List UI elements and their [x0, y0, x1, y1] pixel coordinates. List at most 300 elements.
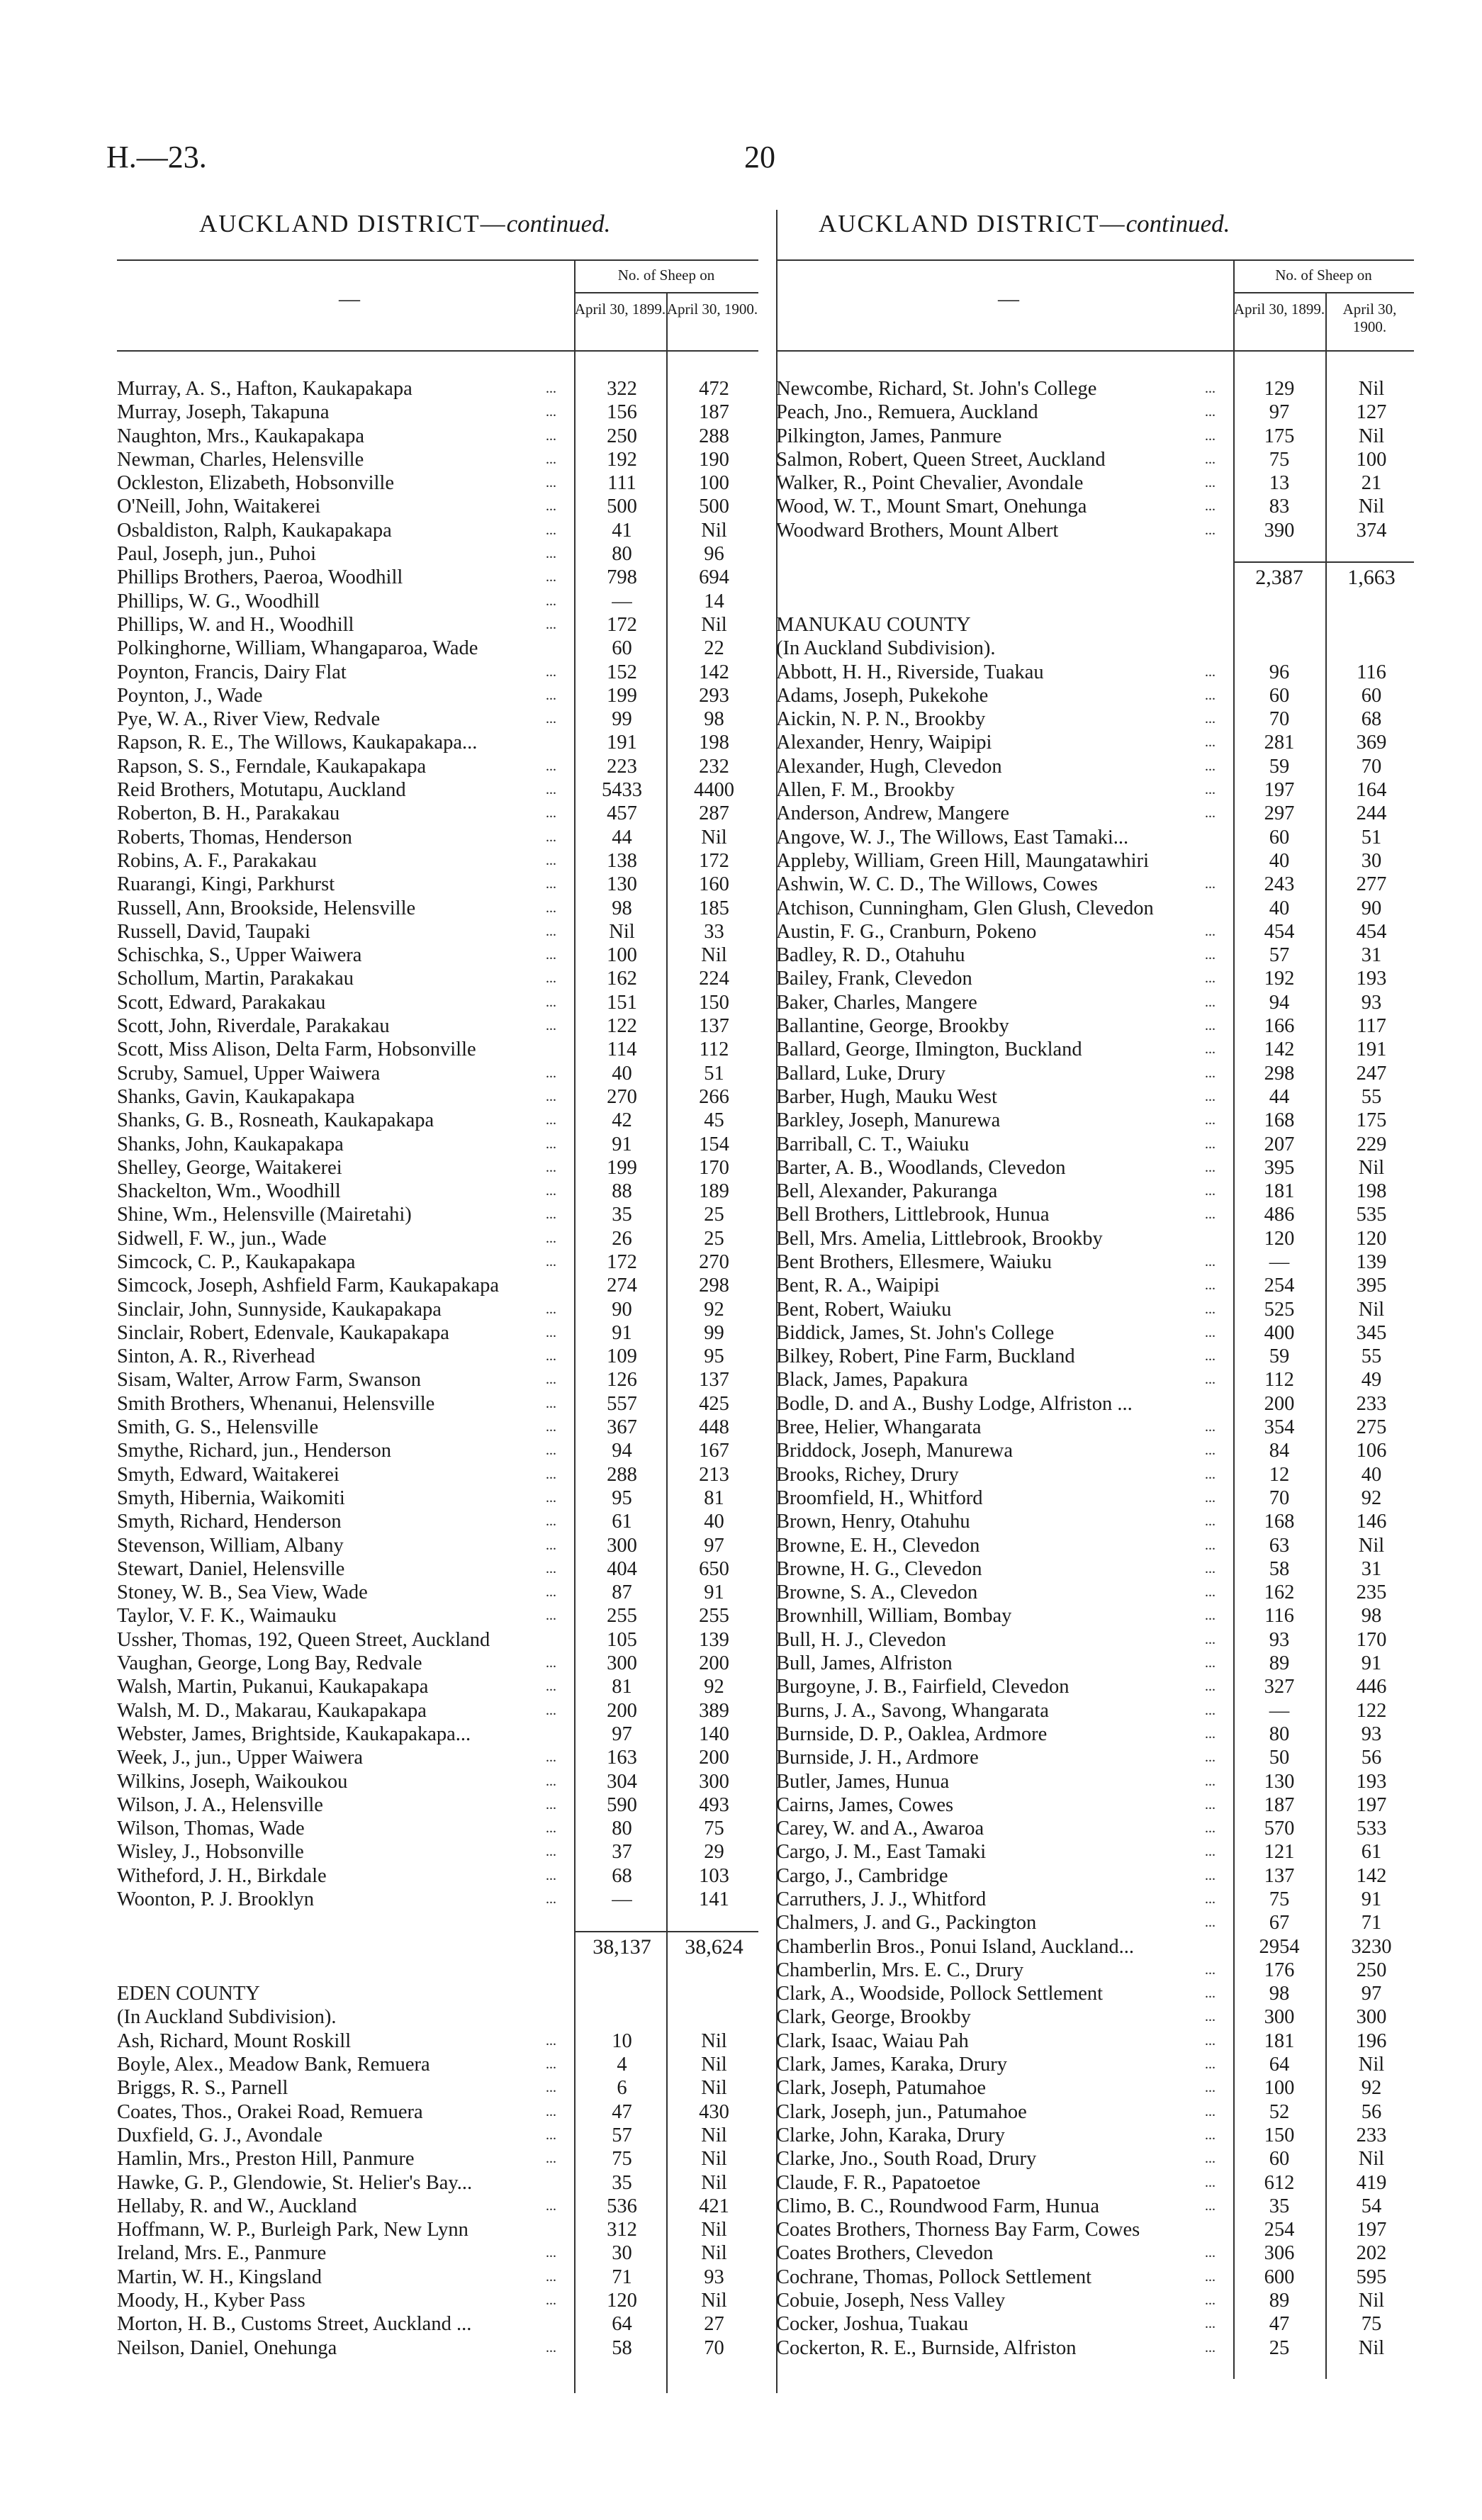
sheep-1899: 112 [1264, 1369, 1294, 1391]
table-row [117, 1557, 762, 1581]
owner-name: Wisley, J., Hobsonville [117, 1841, 304, 1864]
sheep-1899: 120 [1264, 1227, 1295, 1250]
table-row [117, 519, 762, 542]
col-header-1900: April 30, 1900. [1342, 301, 1397, 335]
table-row [117, 1817, 762, 1840]
owner-name: Sidwell, F. W., jun., Wade [117, 1227, 327, 1250]
leader-dots: ... [1205, 475, 1216, 491]
leader-dots: ... [1205, 711, 1216, 727]
sheep-1900: 127 [1356, 401, 1387, 424]
owner-name: Browne, E. H., Clevedon [776, 1534, 980, 1557]
sheep-1900: 298 [699, 1275, 729, 1297]
sheep-1899: 40 [612, 1062, 632, 1085]
leader-dots: ... [546, 1253, 556, 1270]
page-number: 20 [744, 140, 775, 174]
leader-dots: ... [1205, 876, 1216, 892]
leader-dots: ... [1205, 1018, 1216, 1034]
owner-name: Shelley, George, Waitakerei [117, 1156, 342, 1179]
sheep-1900: Nil [701, 519, 727, 542]
sheep-1900: Nil [1358, 2148, 1385, 2171]
owner-name: Clarke, Jno., South Road, Drury [776, 2148, 1037, 2171]
leader-dots: ... [546, 805, 556, 822]
sheep-1900: 56 [1361, 2100, 1382, 2123]
sheep-1900: 31 [1361, 1557, 1382, 1580]
sheep-1900: 99 [704, 1321, 724, 1344]
col-header-1899: April 30, 1899. [1233, 301, 1325, 318]
table-row [117, 943, 762, 967]
owner-name: Clark, A., Woodside, Pollock Settlement [776, 1983, 1104, 2005]
table-row [117, 377, 762, 401]
leader-dots: ... [1205, 1513, 1216, 1530]
sheep-1900: 55 [1361, 1085, 1382, 1108]
sheep-1899: Nil [609, 920, 635, 943]
owner-name: Shanks, G. B., Rosneath, Kaukapakapa [117, 1109, 434, 1132]
table-row [776, 661, 1414, 684]
sheep-1900: 270 [699, 1250, 729, 1273]
table-row [776, 2076, 1414, 2100]
sheep-1899: 37 [612, 1841, 632, 1864]
sheep-1899: 59 [1269, 1345, 1290, 1368]
owner-name: Barkley, Joseph, Manurewa [776, 1109, 1001, 1132]
leader-dots: ... [1205, 1159, 1216, 1175]
sheep-1900: 232 [699, 755, 729, 778]
header-rule-bottom [776, 350, 1414, 352]
sheep-1899: 26 [612, 1227, 632, 1250]
sheep-1899: 94 [1269, 991, 1290, 1014]
leader-dots: ... [1205, 1324, 1216, 1340]
owner-name: Coates Brothers, Clevedon [776, 2242, 994, 2265]
owner-name: Cargo, J., Cambridge [776, 1864, 948, 1887]
sheep-1899: 114 [607, 1038, 637, 1061]
table-row [117, 897, 762, 920]
district-title [819, 210, 1230, 238]
leader-dots: ... [1205, 1537, 1216, 1553]
table-row [117, 849, 762, 873]
sheep-1900: 369 [1356, 732, 1387, 754]
sheep-1900: 137 [699, 1015, 729, 1038]
sheep-1899: 44 [1269, 1085, 1290, 1108]
sheep-1900: 61 [1361, 1841, 1382, 1864]
table-row [117, 448, 762, 471]
owner-name: Smith Brothers, Whenanui, Helensville [117, 1392, 435, 1415]
owner-name: Schischka, S., Upper Waiwera [117, 944, 362, 967]
sheep-1899: 98 [612, 897, 632, 919]
entries [776, 377, 1414, 2360]
sheep-1899: 60 [1269, 684, 1290, 707]
leader-dots: ... [546, 2056, 556, 2073]
table-row [776, 425, 1414, 448]
owner-name: Stewart, Daniel, Helensville [117, 1557, 345, 1580]
sheep-1899: 13 [1269, 472, 1290, 495]
owner-name: Alexander, Henry, Waipipi [776, 732, 992, 754]
owner-name: Clark, Joseph, Patumahoe [776, 2077, 987, 2100]
owner-name: Boyle, Alex., Meadow Bank, Remuera [117, 2054, 430, 2076]
owner-name: Smyth, Hibernia, Waikomiti [117, 1486, 345, 1509]
owner-name: Wilkins, Joseph, Waikoukou [117, 1770, 348, 1793]
table-row [117, 2076, 762, 2100]
section-heading-text: EDEN COUNTY [117, 1983, 260, 2005]
table-row [776, 1439, 1414, 1462]
sheep-1899: 84 [1269, 1440, 1290, 1462]
sheep-1900: 29 [704, 1841, 724, 1864]
sheep-1900: 98 [1361, 1605, 1382, 1628]
sheep-1900: Nil [701, 2029, 727, 2052]
owner-name: Morton, H. B., Customs Street, Auckland ... [117, 2313, 472, 2336]
leader-dots: ... [546, 1088, 556, 1104]
sheep-1900: 117 [1357, 1015, 1386, 1038]
table-row [117, 1628, 762, 1652]
table-row [117, 425, 762, 448]
sheep-1900: 196 [1356, 2029, 1387, 2052]
district-title-text: AUCKLAND DISTRICT— [199, 210, 507, 237]
owner-name: Briddock, Joseph, Manurewa [776, 1440, 1014, 1462]
sheep-1900: Nil [701, 2077, 727, 2100]
table-row [776, 1510, 1414, 1533]
leader-dots: ... [546, 1867, 556, 1883]
owner-name: Phillips, W. and H., Woodhill [117, 613, 354, 636]
owner-name: Smyth, Richard, Henderson [117, 1511, 342, 1533]
sheep-1900: 150 [699, 991, 729, 1014]
sheep-1899: 166 [1264, 1015, 1295, 1038]
owner-name: Appleby, William, Green Hill, Maungatawhiri [776, 849, 1149, 872]
sheep-1899: 57 [1269, 944, 1290, 967]
owner-name: Barter, A. B., Woodlands, Clevedon [776, 1156, 1066, 1179]
owner-name: Ballard, George, Ilmington, Buckland [776, 1038, 1082, 1061]
sheep-1899: 457 [607, 802, 637, 825]
table-row [776, 1982, 1414, 2005]
owner-name: Bell Brothers, Littlebrook, Hunua [776, 1204, 1050, 1226]
sheep-1899: 91 [612, 1321, 632, 1344]
leader-dots: ... [1205, 1584, 1216, 1601]
table-row [117, 613, 762, 637]
table-row [117, 2029, 762, 2053]
sheep-1899: 97 [1269, 401, 1290, 424]
sheep-1900: 139 [1356, 1250, 1387, 1273]
sheep-1899: 71 [612, 2266, 632, 2288]
leader-dots: ... [546, 1608, 556, 1624]
sheep-1899: 109 [607, 1345, 637, 1368]
sheep-1899: 297 [1264, 802, 1295, 825]
sheep-1899: 61 [612, 1511, 632, 1533]
sheep-1900: 421 [699, 2195, 729, 2217]
table-row [117, 1085, 762, 1109]
col-header-1900: April 30, 1900. [666, 301, 758, 318]
owner-name: Phillips, W. G., Woodhill [117, 590, 320, 612]
sheep-1900: 154 [699, 1133, 729, 1155]
sheep-1900: 92 [704, 1676, 724, 1698]
sheep-1900: 71 [1361, 1912, 1382, 1934]
leader-dots: ... [546, 852, 556, 868]
sheep-1900: 55 [1361, 1345, 1382, 1368]
total-1900: 1,663 [1347, 566, 1396, 590]
sheep-1899: 199 [607, 1156, 637, 1179]
table-row [776, 1298, 1414, 1321]
sheep-1900: 96 [704, 543, 724, 566]
table-row [117, 1298, 762, 1321]
leader-dots: ... [1205, 947, 1216, 963]
table-row [776, 897, 1414, 920]
owner-name: Burnside, D. P., Oaklea, Ardmore [776, 1723, 1048, 1745]
sheep-1900: 185 [699, 897, 729, 919]
owner-name: Bull, James, Alfriston [776, 1652, 953, 1675]
table-row [776, 2289, 1414, 2312]
sheep-1900: 395 [1356, 1275, 1387, 1297]
sheep-1899: 400 [1264, 1321, 1295, 1344]
sheep-1899: 254 [1264, 2219, 1295, 2241]
leader-dots: ... [546, 1489, 556, 1506]
sheep-1900: Nil [701, 2171, 727, 2194]
district-title-continued: continued. [506, 210, 611, 237]
sheep-1899: 96 [1269, 661, 1290, 683]
sheep-1899: 98 [1269, 1983, 1290, 2005]
sheep-1899: 600 [1264, 2266, 1295, 2288]
leader-dots: ... [546, 1749, 556, 1766]
sheep-1899: 367 [607, 1416, 637, 1439]
leader-dots: ... [1205, 1679, 1216, 1695]
sheep-1899: 60 [612, 637, 632, 660]
leader-dots: ... [1205, 2151, 1216, 2167]
owner-name: Burnside, J. H., Ardmore [776, 1747, 979, 1769]
table-row [117, 1203, 762, 1226]
sheep-1899: 90 [612, 1298, 632, 1321]
owner-name: Ussher, Thomas, 192, Queen Street, Auckland [117, 1628, 490, 1651]
table-row [117, 2147, 762, 2171]
table-row [776, 1864, 1414, 1888]
table-row [776, 2218, 1414, 2241]
sheep-1899: 130 [607, 873, 637, 896]
sheep-1899: 590 [607, 1793, 637, 1816]
table-row [776, 802, 1414, 825]
owner-name: Chamberlin Bros., Ponui Island, Auckland... [776, 1935, 1135, 1958]
sheep-1899: 175 [1264, 425, 1295, 447]
owner-name: Wood, W. T., Mount Smart, Onehunga [776, 495, 1087, 518]
owner-name: Chamberlin, Mrs. E. C., Drury [776, 1959, 1024, 1981]
sheep-1900: 197 [1356, 2219, 1387, 2241]
owner-name: Coates, Thos., Orakei Road, Remuera [117, 2100, 423, 2123]
sheep-1900: 106 [1356, 1440, 1387, 1462]
leader-dots: ... [1205, 1867, 1216, 1883]
sheep-1899: 181 [1264, 2029, 1295, 2052]
sheep-1900: 142 [699, 661, 729, 683]
sheep-1900: Nil [1358, 1156, 1385, 1179]
owner-name: Russell, David, Taupaki [117, 920, 310, 943]
sheep-1899: 250 [607, 425, 637, 447]
table-row [117, 1581, 762, 1604]
owner-name: Brownhill, William, Bombay [776, 1605, 1012, 1628]
sheep-1899: 176 [1264, 1959, 1295, 1981]
sheep-1899: 150 [1264, 2124, 1295, 2146]
table-row [117, 1770, 762, 1793]
table-row [776, 1888, 1414, 1911]
table-row [776, 873, 1414, 896]
sheep-1899: 105 [607, 1628, 637, 1651]
sheep-1900: Nil [1358, 425, 1385, 447]
table-row [776, 1793, 1414, 1817]
table-row [117, 1888, 762, 1911]
sheep-1900: Nil [701, 2242, 727, 2265]
table-row [117, 1109, 762, 1132]
table-row [776, 1345, 1414, 1368]
owner-name: Bailey, Frank, Clevedon [776, 968, 972, 990]
owner-name: Ireland, Mrs. E., Panmure [117, 2242, 327, 2265]
table-row [776, 1817, 1414, 1840]
owner-name: Climo, B. C., Roundwood Farm, Hunua [776, 2195, 1100, 2217]
table-row [117, 590, 762, 613]
sheep-1900: 595 [1356, 2266, 1387, 2288]
owner-name: Duxfield, G. J., Avondale [117, 2124, 322, 2146]
sheep-1899: 75 [1269, 448, 1290, 471]
sheep-1900: 419 [1356, 2171, 1387, 2194]
owner-name: Wilson, Thomas, Wade [117, 1818, 305, 1840]
sheep-1900: 139 [699, 1628, 729, 1651]
leader-dots: ... [546, 451, 556, 467]
table-row [776, 1935, 1414, 1959]
sheep-1900: 93 [704, 2266, 724, 2288]
leader-dots: ... [546, 1136, 556, 1152]
table-row [117, 991, 762, 1014]
table-row [776, 849, 1414, 873]
sheep-1899: 142 [1264, 1038, 1295, 1061]
sheep-1899: 57 [612, 2124, 632, 2146]
sheep-1899: 281 [1264, 732, 1295, 754]
owner-name: Angove, W. J., The Willows, East Tamaki... [776, 826, 1129, 849]
owner-name: Scott, Edward, Parakakau [117, 991, 326, 1014]
table-row [117, 637, 762, 660]
table-row [776, 1250, 1414, 1274]
sheep-1900: 92 [1361, 1486, 1382, 1509]
table-row [776, 1038, 1414, 1061]
sheep-1899: 95 [612, 1486, 632, 1509]
owner-name: Butler, James, Hunua [776, 1770, 950, 1793]
owner-name: Carruthers, J. J., Whitford [776, 1888, 987, 1910]
owner-name: Salmon, Robert, Queen Street, Auckland [776, 448, 1106, 471]
table-row [117, 2289, 762, 2312]
sheep-1899: 151 [607, 991, 637, 1014]
table-row [776, 1062, 1414, 1085]
leader-dots: ... [546, 663, 556, 680]
sheep-1900: 277 [1356, 873, 1387, 896]
owner-name: Smythe, Richard, jun., Henderson [117, 1440, 392, 1462]
owner-name: Ruarangi, Kingi, Parkhurst [117, 873, 335, 896]
sheep-header: No. of Sheep on [1275, 267, 1372, 284]
leader-dots: ... [1205, 2103, 1216, 2119]
table-row [117, 731, 762, 754]
table-row [776, 2336, 1414, 2360]
owner-name: Alexander, Hugh, Clevedon [776, 755, 1002, 778]
table-row [117, 1250, 762, 1274]
table-row [117, 471, 762, 495]
sheep-1899: 30 [612, 2242, 632, 2265]
leader-dots: ... [546, 1324, 556, 1340]
owner-name: Shanks, John, Kaukapakapa [117, 1133, 344, 1155]
table-row [776, 1604, 1414, 1628]
table-row [117, 566, 762, 589]
table-row [776, 2195, 1414, 2218]
owner-name: Anderson, Andrew, Mangere [776, 802, 1009, 825]
sheep-1900: 91 [1361, 1888, 1382, 1910]
leader-dots: ... [546, 2245, 556, 2261]
owner-name: Smith, G. S., Helensville [117, 1416, 319, 1439]
owner-name: Carey, W. and A., Awaroa [776, 1818, 984, 1840]
sheep-1899: 162 [607, 968, 637, 990]
sheep-1900: 51 [704, 1062, 724, 1085]
owner-name: Clarke, John, Karaka, Drury [776, 2124, 1005, 2146]
leader-dots: ... [546, 1372, 556, 1388]
leader-dots: ... [546, 900, 556, 916]
table-row [776, 1133, 1414, 1156]
sheep-1900: 30 [1361, 849, 1382, 872]
owner-name: Polkinghorne, William, Whangaparoa, Wade [117, 637, 478, 660]
sheep-1899: 94 [612, 1440, 632, 1462]
table-row [117, 2266, 762, 2289]
leader-dots: ... [1205, 663, 1216, 680]
table-row [776, 2266, 1414, 2289]
sheep-1899: 10 [612, 2029, 632, 2052]
leader-dots: ... [1205, 2080, 1216, 2096]
leader-dots: ... [1205, 451, 1216, 467]
sheep-1900: 51 [1361, 826, 1382, 849]
owner-name: Biddick, James, St. John's College [776, 1321, 1055, 1344]
sheep-1899: 6 [617, 2077, 627, 2100]
owner-name: Clark, Joseph, jun., Patumahoe [776, 2100, 1027, 2123]
sheep-1899: 80 [612, 1818, 632, 1840]
sheep-1899: 454 [1264, 920, 1295, 943]
sheep-1899: 300 [607, 1534, 637, 1557]
sheep-1900: 90 [1361, 897, 1382, 919]
owner-name: Russell, Ann, Brookside, Helensville [117, 897, 416, 919]
owner-name: Pilkington, James, Panmure [776, 425, 1002, 447]
sheep-1899: 274 [607, 1275, 637, 1297]
owner-name: Walsh, M. D., Makarau, Kaukapakapa [117, 1699, 427, 1722]
owner-name: Atchison, Cunningham, Glen Glush, Clevedon [776, 897, 1154, 919]
table-row [117, 1180, 762, 1203]
sheep-1900: Nil [701, 944, 727, 967]
table-row [776, 448, 1414, 471]
sheep-1900: 97 [1361, 1983, 1382, 2005]
sheep-1900: 92 [704, 1298, 724, 1321]
leader-dots: ... [546, 616, 556, 632]
table-row [117, 684, 762, 707]
sheep-1899: 172 [607, 613, 637, 636]
table-row [117, 967, 762, 990]
sheep-1899: 500 [607, 495, 637, 518]
leader-dots: ... [1205, 994, 1216, 1010]
table-row [117, 1227, 762, 1250]
leader-dots: ... [546, 1112, 556, 1129]
sheep-1900: 60 [1361, 684, 1382, 707]
owner-name: Woonton, P. J. Brooklyn [117, 1888, 314, 1910]
leader-dots: ... [1205, 427, 1216, 444]
sheep-1900: 31 [1361, 944, 1382, 967]
table-row [776, 1274, 1414, 1297]
sheep-1899: 255 [607, 1605, 637, 1628]
sheep-1900: 446 [1356, 1676, 1387, 1698]
leader-dots: ... [1205, 2197, 1216, 2214]
sheep-1900: 160 [699, 873, 729, 896]
sheep-1900: 255 [699, 1605, 729, 1628]
table-row [117, 1274, 762, 1297]
leader-dots: ... [1205, 498, 1216, 515]
table-row [117, 1156, 762, 1180]
sheep-1899: 200 [1264, 1392, 1295, 1415]
table-row [117, 920, 762, 943]
leader-dots: ... [1205, 2339, 1216, 2356]
owner-name: Wilson, J. A., Helensville [117, 1793, 323, 1816]
owner-name: Briggs, R. S., Parnell [117, 2077, 288, 2100]
district-title [199, 210, 610, 238]
sheep-1900: 91 [704, 1581, 724, 1604]
table-row [117, 802, 762, 825]
